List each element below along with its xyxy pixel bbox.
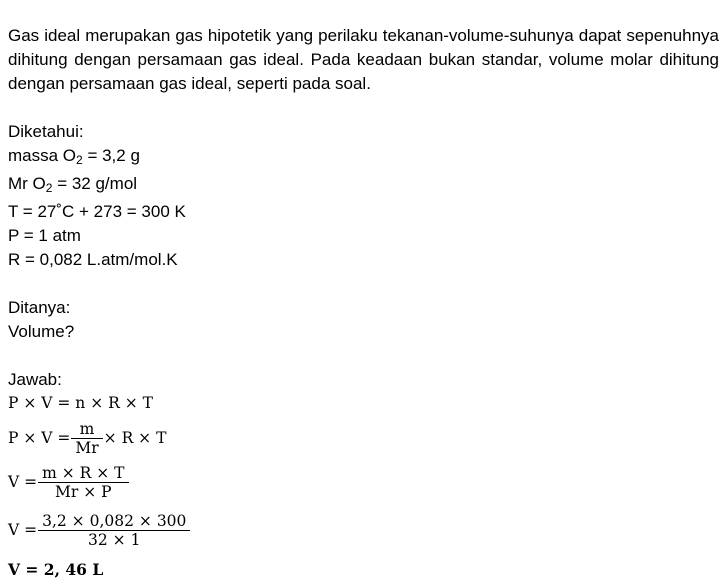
document bbox=[8, 24, 719, 582]
result: V = 2, 46 L bbox=[8, 560, 104, 579]
asked-item: Volume? bbox=[8, 322, 75, 341]
known-heading: Diketahui: bbox=[8, 122, 84, 141]
asked-heading: Ditanya: bbox=[8, 298, 71, 317]
known-gas-constant: R = 0,082 L.atm/mol.K bbox=[8, 250, 178, 269]
known-pressure: P = 1 atm bbox=[8, 226, 81, 245]
known-mass: massa $O_2 = 3,2$ g bbox=[8, 146, 140, 167]
solution-math bbox=[8, 392, 719, 582]
intro-paragraph: Gas ideal merupakan gas hipotetik yang perilaku tekanan-volume-suhunya dapat sepenuhnya dihitung dengan persamaan gas ideal. Pada keadaan bukan standar, volume molar dihitung dengan persamaan gas ideal, seperti pada soal. bbox=[8, 26, 719, 93]
known-temperature: T = 27˚C + 273 = 300 K bbox=[8, 202, 186, 221]
equation-4: V = $\frac{3,2 \times 0,082 \times 300}{32 \times 1}$ bbox=[8, 508, 719, 552]
equation-1: P × V = n × R × T bbox=[8, 394, 153, 412]
known-mr: Mr $O_2 = 32$ g/mol bbox=[8, 174, 138, 195]
equation-3: V = $\frac{m \times R \times T}{Mr \times P}$ bbox=[8, 462, 719, 502]
equation-2: P × V = $\frac{m}{Mr}$ × R × T bbox=[8, 419, 167, 457]
answer-heading: Jawab: bbox=[8, 370, 62, 389]
